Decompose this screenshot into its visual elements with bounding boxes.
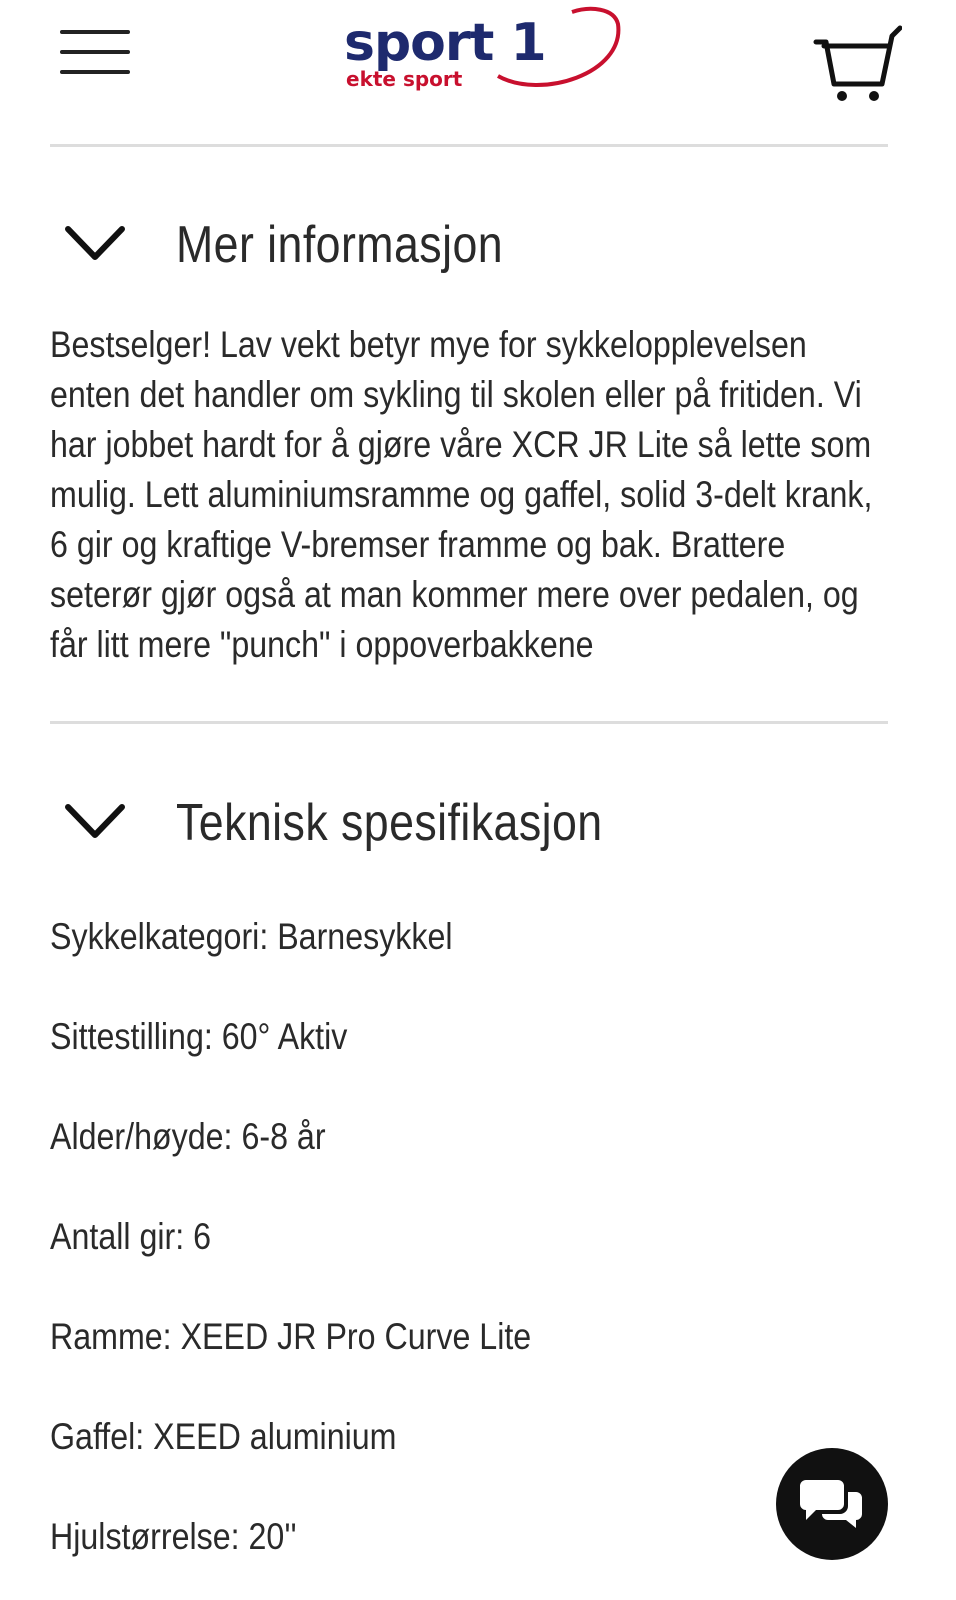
spec-item-wheel-size: Hjulstørrelse: 20'' [50,1516,297,1557]
product-description: Bestselger! Lav vekt betyr mye for sykkelopplevelsen enten det handler om sykling til skolen eller på fritiden. Vi har jobbet hardt for å gjøre våre XCR JR Lite så lette som mulig. Lett aluminiumsramme og gaffel, solid 3-delt krank, 6 gir og kraftige V-bremser framme og bak. Brattere seterør gjør også at man kommer mere over pedalen, og får litt mere "punch" i oppoverbakkene [50,324,873,665]
more-info-accordion-header[interactable] [50,205,888,295]
chat-bubbles-icon [798,1474,866,1534]
spec-list [50,910,888,1600]
tech-spec-accordion-header[interactable] [50,783,888,873]
menu-button[interactable] [56,26,136,80]
sport1-logo-mark [340,4,630,98]
cart-icon [812,20,902,110]
spec-item-fork: Gaffel: XEED aluminium [50,1416,397,1457]
spec-item-age: Alder/høyde: 6-8 år [50,1116,326,1157]
spec-item-category: Sykkelkategori: Barnesykkel [50,916,453,957]
hamburger-icon-line-3 [60,70,130,74]
section-title-tech-spec: Teknisk spesifikasjon [176,794,603,852]
logo-wordmark: sport 1 [344,13,546,73]
site-header [0,0,956,146]
chevron-down-icon [62,799,128,845]
chevron-down-icon [62,221,128,267]
spec-item-gears: Antall gir: 6 [50,1216,212,1257]
logo-tagline: ekte sport [346,67,463,91]
hamburger-icon-line-2 [60,50,130,54]
chat-button[interactable] [776,1448,888,1560]
header-divider [50,144,888,147]
sport1-logo[interactable] [340,4,630,98]
section-title-more-info: Mer informasjon [176,216,504,274]
spec-item-frame: Ramme: XEED JR Pro Curve Lite [50,1316,532,1357]
cart-button[interactable] [812,20,902,110]
spec-item-seating: Sittestilling: 60° Aktiv [50,1016,348,1057]
section-divider [50,721,888,724]
hamburger-icon-line-1 [60,30,130,34]
